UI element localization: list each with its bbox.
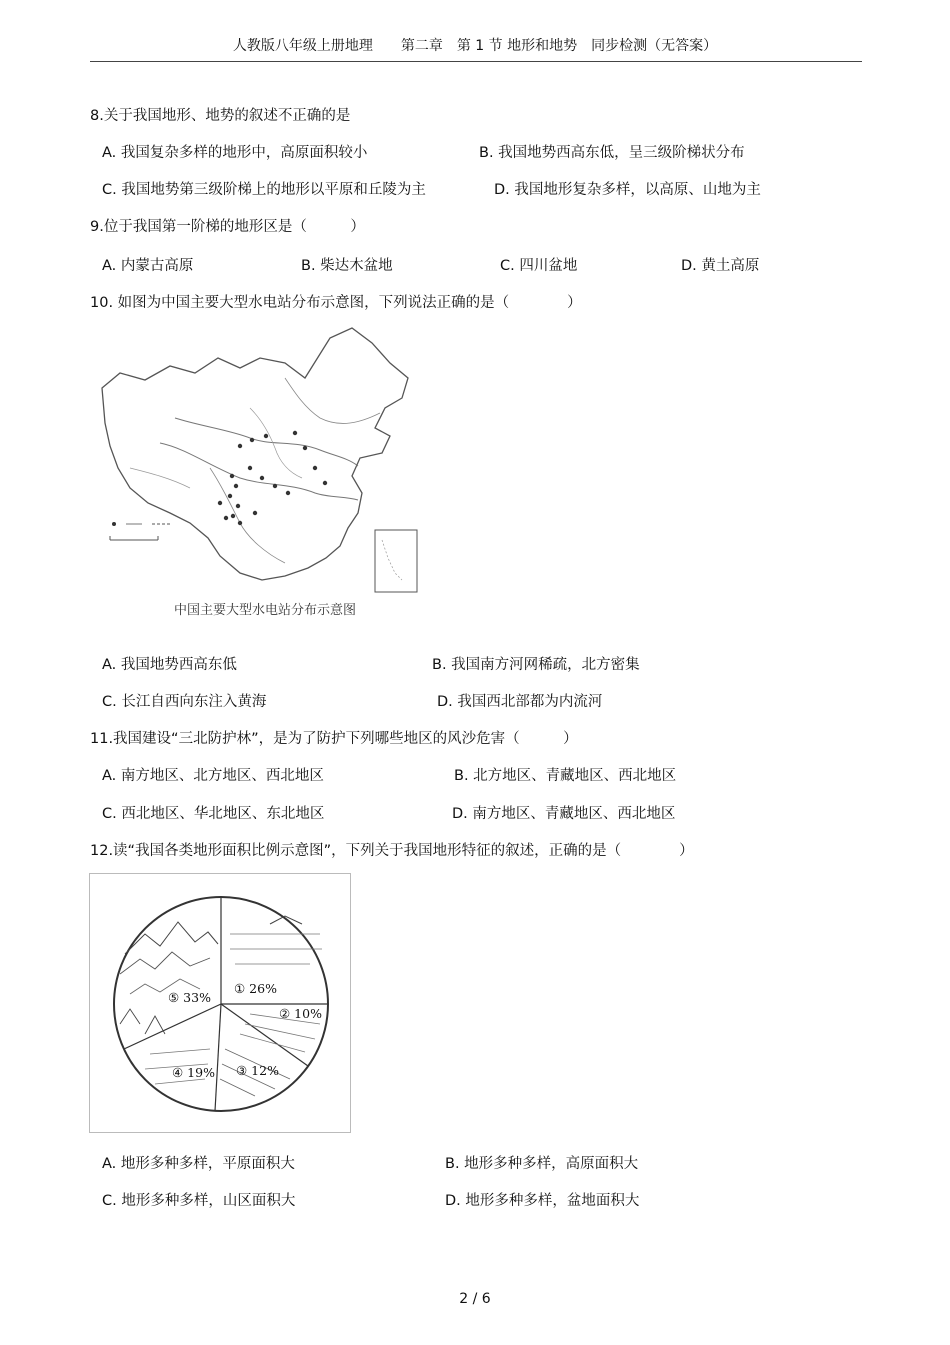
question-10-option-c: C. 长江自西向东注入黄海 bbox=[102, 694, 267, 710]
question-12-stem: 12.读“我国各类地形面积比例示意图”，下列关于我国地形特征的叙述，正确的是（ ） bbox=[90, 843, 694, 859]
page-header: 人教版八年级上册地理 第二章 第 1 节 地形和地势 同步检测（无答案） bbox=[232, 38, 718, 54]
question-9-option-c: C. 四川盆地 bbox=[500, 258, 578, 274]
question-8-stem: 8.关于我国地形、地势的叙述不正确的是 bbox=[90, 108, 351, 124]
question-8-option-a: A. 我国复杂多样的地形中，高原面积较小 bbox=[102, 145, 368, 161]
river-line bbox=[285, 378, 380, 423]
terrain-ratio-figure bbox=[89, 873, 351, 1133]
question-9-option-a: A. 内蒙古高原 bbox=[102, 258, 194, 274]
terrain-ratio-circle bbox=[90, 874, 350, 1132]
question-9-stem: 9.位于我国第一阶梯的地形区是（ ） bbox=[90, 219, 365, 235]
question-11-option-c: C. 西北地区、华北地区、东北地区 bbox=[102, 806, 325, 822]
question-11-option-b: B. 北方地区、青藏地区、西北地区 bbox=[454, 768, 677, 784]
sector-label-4: ④ 19% bbox=[172, 1065, 215, 1080]
river-line bbox=[160, 443, 358, 500]
sector-label-2: ② 10% bbox=[279, 1006, 322, 1021]
sector-label-5: ⑤ 33% bbox=[168, 990, 211, 1005]
sector-label-3: ③ 12% bbox=[236, 1063, 279, 1078]
question-12-option-c: C. 地形多种多样，山区面积大 bbox=[102, 1193, 296, 1209]
question-12-option-a: A. 地形多种多样，平原面积大 bbox=[102, 1156, 295, 1172]
river-line bbox=[210, 468, 285, 563]
china-outline-map bbox=[90, 318, 430, 618]
question-10-option-d: D. 我国西北部都为内流河 bbox=[437, 694, 603, 710]
river-line bbox=[175, 418, 358, 466]
question-10-option-b: B. 我国南方河网稀疏，北方密集 bbox=[432, 657, 640, 673]
question-9-option-b: B. 柴达木盆地 bbox=[301, 258, 393, 274]
question-11-stem: 11.我国建设“三北防护林”，是为了防护下列哪些地区的风沙危害（ ） bbox=[90, 731, 578, 747]
sector-label-1: ① 26% bbox=[234, 981, 277, 996]
legend-station-icon bbox=[112, 522, 116, 526]
question-11-option-a: A. 南方地区、北方地区、西北地区 bbox=[102, 768, 324, 784]
map-caption: 中国主要大型水电站分布示意图 bbox=[174, 603, 357, 618]
question-10-option-a: A. 我国地势西高东低 bbox=[102, 657, 237, 673]
header-divider bbox=[90, 61, 862, 62]
hydropower-map-figure bbox=[90, 318, 430, 638]
page-number: 2 / 6 bbox=[459, 1291, 491, 1307]
question-11-option-d: D. 南方地区、青藏地区、西北地区 bbox=[452, 806, 676, 822]
question-8-option-d: D. 我国地形复杂多样，以高原、山地为主 bbox=[494, 182, 761, 198]
question-8-option-b: B. 我国地势西高东低，呈三级阶梯状分布 bbox=[479, 145, 745, 161]
question-8-option-c: C. 我国地势第三级阶梯上的地形以平原和丘陵为主 bbox=[102, 182, 426, 198]
question-9-option-d: D. 黄土高原 bbox=[681, 258, 760, 274]
question-12-option-b: B. 地形多种多样，高原面积大 bbox=[445, 1156, 639, 1172]
question-10-stem: 10. 如图为中国主要大型水电站分布示意图，下列说法正确的是（ ） bbox=[90, 295, 582, 311]
question-12-option-d: D. 地形多种多样，盆地面积大 bbox=[445, 1193, 640, 1209]
river-line bbox=[130, 468, 190, 488]
south-china-sea-inset bbox=[375, 530, 417, 592]
